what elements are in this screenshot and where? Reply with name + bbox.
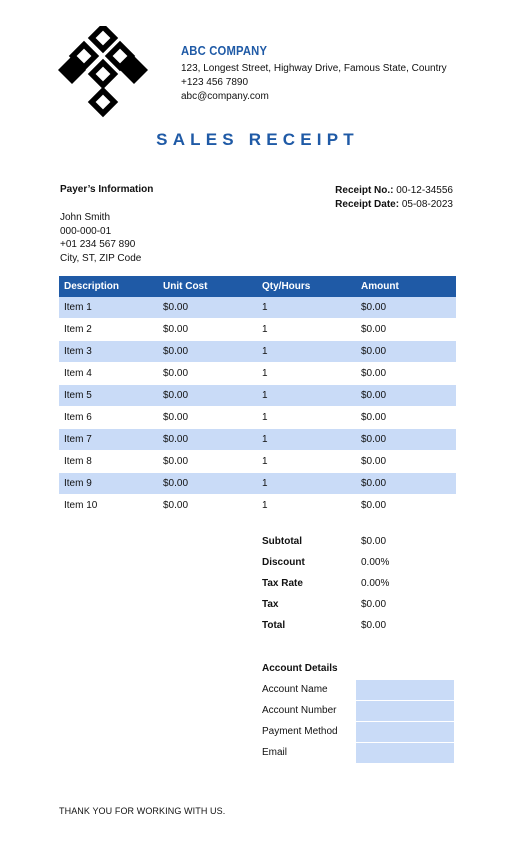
column-header-amount: Amount: [356, 276, 456, 297]
receipt-date-value: 05-08-2023: [401, 198, 453, 210]
item-qty: 1: [257, 363, 356, 385]
discount-label: Discount: [262, 557, 305, 568]
item-unit-cost: $0.00: [158, 429, 257, 451]
item-qty: 1: [257, 429, 356, 451]
table-row: [59, 495, 456, 517]
item-unit-cost: $0.00: [158, 473, 257, 495]
item-unit-cost: $0.00: [158, 341, 257, 363]
page-title: SALES RECEIPT: [156, 130, 359, 149]
payment-method-field[interactable]: [356, 722, 454, 742]
receipt-number: [335, 184, 453, 198]
item-amount: $0.00: [356, 473, 456, 495]
item-qty: 1: [257, 341, 356, 363]
item-description: Item 1: [59, 297, 158, 319]
item-description: Item 4: [59, 363, 158, 385]
item-amount: $0.00: [356, 319, 456, 341]
item-unit-cost: $0.00: [158, 385, 257, 407]
company-name: ABC COMPANY: [181, 44, 268, 58]
payment-method-row: [262, 721, 454, 742]
item-qty: 1: [257, 385, 356, 407]
item-description: Item 3: [59, 341, 158, 363]
footer-note: THANK YOU FOR WORKING WITH US.: [59, 806, 226, 816]
payment-method-label: Payment Method: [262, 726, 338, 737]
account-number-label: Account Number: [262, 705, 337, 716]
item-amount: $0.00: [356, 451, 456, 473]
item-unit-cost: $0.00: [158, 319, 257, 341]
table-row: [59, 341, 456, 363]
company-phone: +123 456 7890: [181, 77, 249, 88]
tax-rate-label: Tax Rate: [262, 578, 303, 589]
totals-row-tax-rate: [262, 573, 389, 594]
account-name-label: Account Name: [262, 684, 328, 695]
total-value: $0.00: [361, 620, 387, 631]
table-row: [59, 297, 456, 319]
item-description: Item 2: [59, 319, 158, 341]
company-email: abc@company.com: [181, 91, 269, 102]
subtotal-label: Subtotal: [262, 536, 302, 547]
email-field[interactable]: [356, 743, 454, 763]
table-row: [59, 319, 456, 341]
table-row: [59, 451, 456, 473]
item-unit-cost: $0.00: [158, 495, 257, 517]
column-header-unit-cost: Unit Cost: [158, 276, 257, 297]
email-label: Email: [262, 747, 288, 758]
account-details: [262, 658, 454, 763]
account-details-heading: Account Details: [262, 663, 338, 674]
company-logo-icon: [58, 26, 154, 118]
table-row: [59, 407, 456, 429]
payer-address: City, ST, ZIP Code: [60, 252, 142, 264]
item-unit-cost: $0.00: [158, 363, 257, 385]
table-header-row: [59, 276, 456, 297]
email-row: [262, 742, 454, 763]
totals-row-subtotal: [262, 531, 389, 552]
item-amount: $0.00: [356, 363, 456, 385]
item-qty: 1: [257, 451, 356, 473]
table-row: [59, 473, 456, 495]
item-qty: 1: [257, 495, 356, 517]
item-amount: $0.00: [356, 495, 456, 517]
account-number-field[interactable]: [356, 701, 454, 721]
item-qty: 1: [257, 473, 356, 495]
totals-row-total: [262, 615, 389, 636]
account-name-row: [262, 679, 454, 700]
payer-phone: +01 234 567 890: [60, 239, 136, 250]
subtotal-value: $0.00: [361, 536, 387, 547]
column-header-description: Description: [59, 276, 158, 297]
tax-label: Tax: [262, 599, 279, 610]
account-number-row: [262, 700, 454, 721]
item-qty: 1: [257, 297, 356, 319]
item-unit-cost: $0.00: [158, 451, 257, 473]
payer-heading: Payer’s Information: [60, 184, 154, 195]
item-description: Item 6: [59, 407, 158, 429]
totals-row-tax: [262, 594, 389, 615]
company-info: [181, 44, 447, 104]
item-description: Item 5: [59, 385, 158, 407]
item-description: Item 8: [59, 451, 158, 473]
item-description: Item 7: [59, 429, 158, 451]
item-description: Item 9: [59, 473, 158, 495]
item-qty: 1: [257, 407, 356, 429]
payer-id: 000-000-01: [60, 225, 112, 237]
discount-value: 0.00%: [361, 557, 390, 568]
totals-row-discount: [262, 552, 389, 573]
item-unit-cost: $0.00: [158, 297, 257, 319]
item-unit-cost: $0.00: [158, 407, 257, 429]
tax-rate-value: 0.00%: [361, 578, 390, 589]
table-row: [59, 385, 456, 407]
table-row: [59, 429, 456, 451]
receipt-date-label: Receipt Date:: [335, 198, 400, 210]
item-amount: $0.00: [356, 407, 456, 429]
company-address: 123, Longest Street, Highway Drive, Famous State, Country: [181, 63, 447, 74]
item-description: Item 10: [59, 495, 158, 517]
total-label: Total: [262, 620, 286, 631]
receipt-number-label: Receipt No.:: [335, 185, 394, 196]
items-table: [59, 276, 456, 517]
receipt-meta: [335, 184, 453, 211]
totals-section: [262, 531, 389, 636]
item-amount: $0.00: [356, 297, 456, 319]
tax-value: $0.00: [361, 599, 387, 610]
item-amount: $0.00: [356, 385, 456, 407]
item-amount: $0.00: [356, 429, 456, 451]
item-amount: $0.00: [356, 341, 456, 363]
receipt-date: [335, 198, 453, 212]
receipt-number-value: 00-12-34556: [396, 185, 453, 196]
payer-info: [60, 184, 153, 265]
table-row: [59, 363, 456, 385]
payer-name: John Smith: [60, 212, 111, 223]
account-name-field[interactable]: [356, 680, 454, 700]
item-qty: 1: [257, 319, 356, 341]
column-header-qty: Qty/Hours: [257, 276, 356, 297]
